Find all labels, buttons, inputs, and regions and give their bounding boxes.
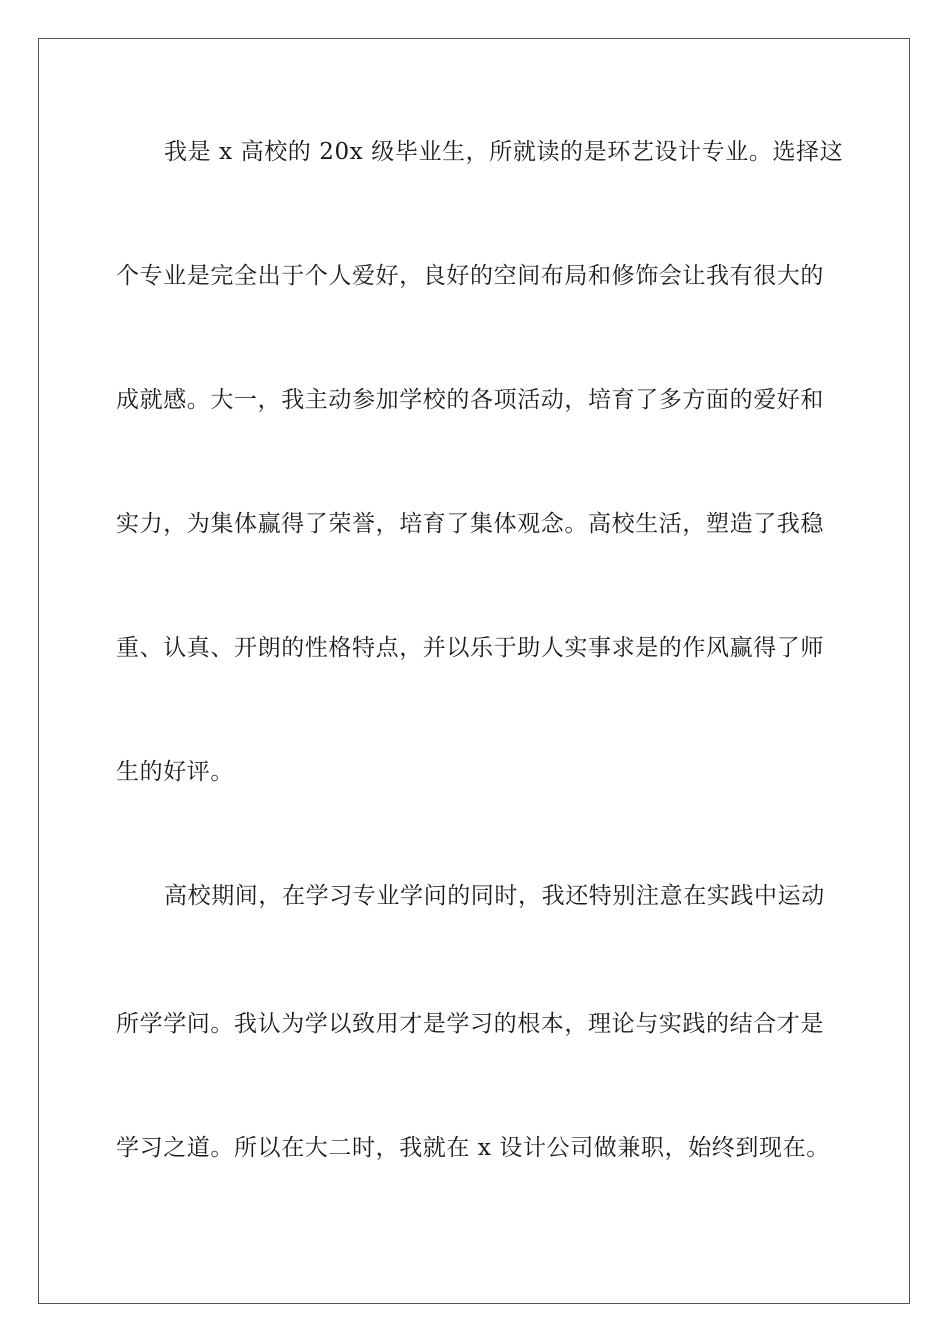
- paragraph-line: 生的好评。: [116, 759, 234, 785]
- page-border: [38, 38, 910, 1304]
- paragraph-line: 成就感。大一，我主动参加学校的各项活动，培育了多方面的爱好和: [116, 387, 824, 413]
- paragraph-line: 所学学问。我认为学以致用才是学习的根本，理论与实践的结合才是: [116, 1011, 824, 1037]
- paragraph-line: 实力，为集体赢得了荣誉，培育了集体观念。高校生活，塑造了我稳: [116, 511, 824, 537]
- paragraph-line: 高校期间，在学习专业学问的同时，我还特别注意在实践中运动: [164, 883, 825, 909]
- paragraph-line: 学习之道。所以在大二时，我就在 x 设计公司做兼职，始终到现在。: [116, 1135, 830, 1161]
- paragraph-line: 个专业是完全出于个人爱好，良好的空间布局和修饰会让我有很大的: [116, 263, 824, 289]
- paragraph-line: 重、认真、开朗的性格特点，并以乐于助人实事求是的作风赢得了师: [116, 635, 824, 661]
- paragraph-line: 我是 x 高校的 20x 级毕业生，所就读的是环艺设计专业。选择这: [164, 139, 844, 165]
